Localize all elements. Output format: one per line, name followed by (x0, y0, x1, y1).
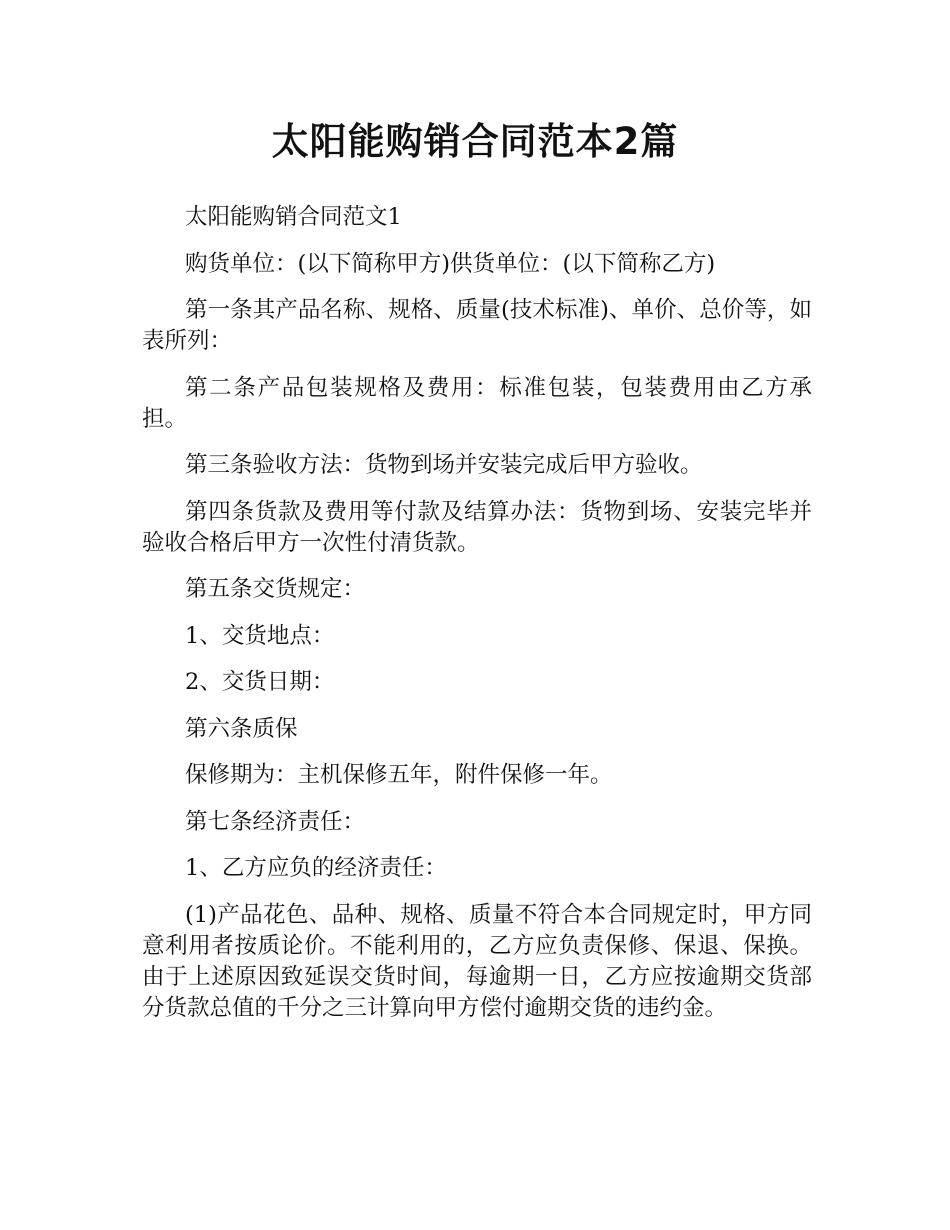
paragraph-article-1: 第一条其产品名称、规格、质量(技术标准)、单价、总价等，如表所列： (142, 297, 812, 354)
paragraph-article-4: 第四条货款及费用等付款及结算办法：货物到场、安装完毕并验收合格后甲方一次性付清货款。 (142, 498, 812, 556)
paragraph-seller-liability: 1、乙方应负的经济责任： (185, 855, 447, 881)
paragraph-article-3: 第三条验收方法：货物到场并安装完成后甲方验收。 (185, 452, 703, 478)
paragraph-article-7: 第七条经济责任： (185, 808, 366, 835)
paragraph-warranty: 保修期为：主机保修五年，附件保修一年。 (185, 762, 613, 788)
paragraph-article-6: 第六条质保 (185, 715, 298, 742)
document-title: 太阳能购销合同范本2篇 (271, 120, 679, 163)
paragraph-article-5: 第五条交货规定： (185, 576, 366, 602)
paragraph-delivery-date: 2、交货日期： (185, 669, 335, 695)
document-body (142, 202, 812, 1039)
paragraph-heading-1: 太阳能购销合同范文1 (185, 204, 402, 230)
paragraph-parties: 购货单位：(以下简称甲方)供货单位：(以下简称乙方) (185, 250, 716, 277)
paragraph-liability-clause-1: (1)产品花色、品种、规格、质量不符合本合同规定时，甲方同意利用者按质论价。不能利用的，乙方应负责保修、保退、保换。由于上述原因致延误交货时间，每逾期一日，乙方应按逾期交货部分货款总值的千分之三计算向甲方偿付逾期交货的违约金。 (142, 901, 812, 1021)
paragraph-article-2: 第二条产品包装规格及费用：标准包装，包装费用由乙方承担。 (142, 374, 812, 432)
paragraph-delivery-location: 1、交货地点： (185, 622, 335, 649)
